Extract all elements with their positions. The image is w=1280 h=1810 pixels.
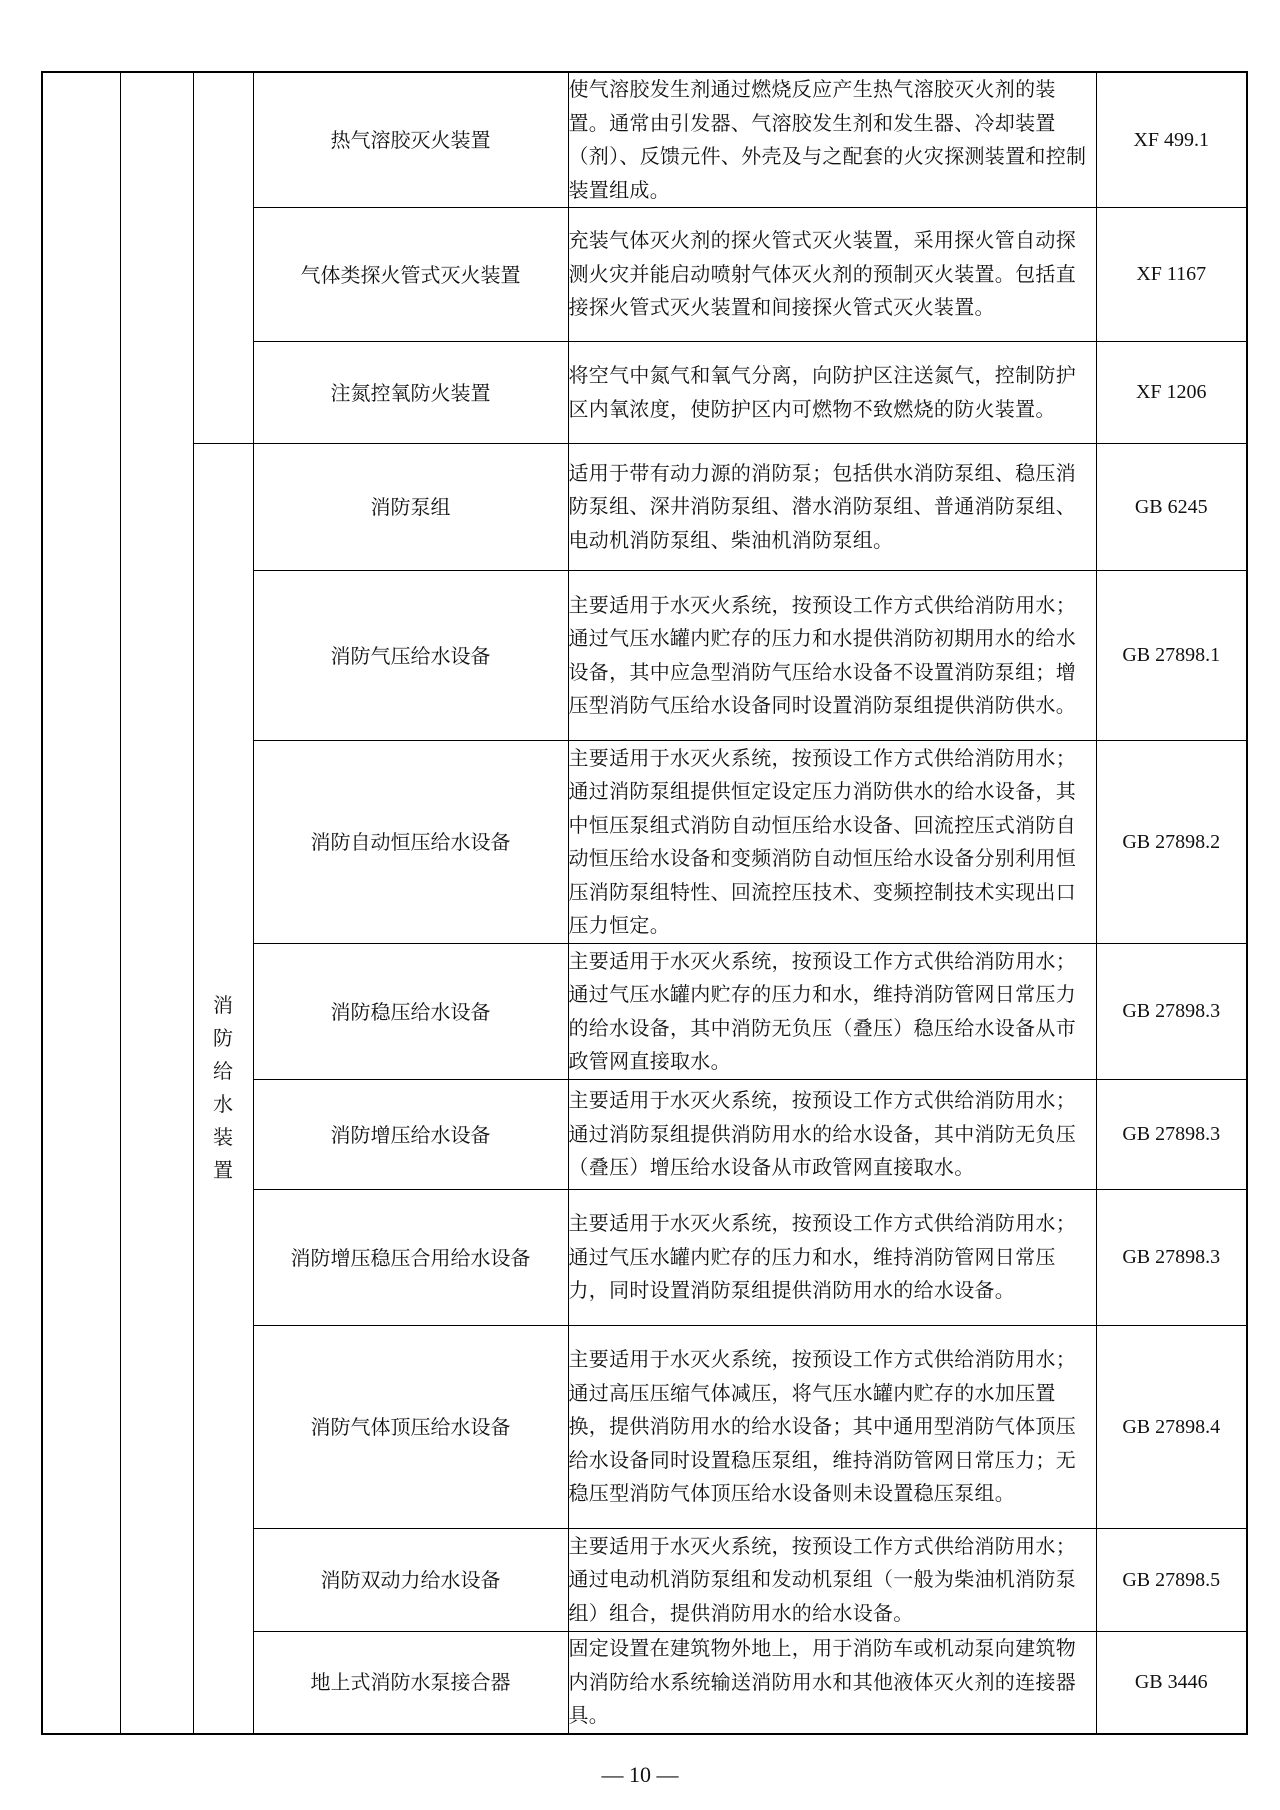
- level1-cell: [42, 72, 120, 1734]
- item-name: 地上式消防水泵接合器: [253, 1632, 568, 1734]
- item-standard: GB 27898.5: [1096, 1529, 1247, 1632]
- item-name: 消防双动力给水设备: [253, 1529, 568, 1632]
- equipment-table: [41, 71, 1248, 1735]
- item-standard: GB 6245: [1096, 444, 1247, 571]
- category-cell: [193, 444, 253, 1734]
- table-row: [42, 72, 1247, 208]
- item-description: 主要适用于水灭火系统，按预设工作方式供给消防用水；通过消防泵组提供恒定设定压力消防供水的给水设备，其中恒压泵组式消防自动恒压给水设备、回流控压式消防自动恒压给水设备和变频消防自动恒压给水设备分别利用恒压消防泵组特性、回流控压技术、变频控制技术实现出口压力恒定。: [568, 741, 1096, 944]
- item-standard: GB 27898.2: [1096, 741, 1247, 944]
- item-standard: XF 1206: [1096, 342, 1247, 444]
- item-description: 适用于带有动力源的消防泵；包括供水消防泵组、稳压消防泵组、深井消防泵组、潜水消防泵组、普通消防泵组、电动机消防泵组、柴油机消防泵组。: [568, 444, 1096, 571]
- item-name: 消防自动恒压给水设备: [253, 741, 568, 944]
- item-name: 消防增压给水设备: [253, 1080, 568, 1190]
- item-name: 注氮控氧防火装置: [253, 342, 568, 444]
- item-name: 消防气体顶压给水设备: [253, 1326, 568, 1529]
- item-standard: GB 27898.3: [1096, 1080, 1247, 1190]
- item-description: 将空气中氮气和氧气分离，向防护区注送氮气，控制防护区内氧浓度，使防护区内可燃物不致燃烧的防火装置。: [568, 342, 1096, 444]
- item-name: 热气溶胶灭火装置: [253, 72, 568, 208]
- item-description: 主要适用于水灭火系统，按预设工作方式供给消防用水；通过气压水罐内贮存的压力和水，维持消防管网日常压力的给水设备，其中消防无负压（叠压）稳压给水设备从市政管网直接取水。: [568, 944, 1096, 1080]
- item-description: 使气溶胶发生剂通过燃烧反应产生热气溶胶灭火剂的装置。通常由引发器、气溶胶发生剂和发生器、冷却装置（剂）、反馈元件、外壳及与之配套的火灾探测装置和控制装置组成。: [568, 72, 1096, 208]
- category-label: 消防给水装置: [213, 993, 233, 1183]
- item-description: 主要适用于水灭火系统，按预设工作方式供给消防用水；通过气压水罐内贮存的压力和水提供消防初期用水的给水设备，其中应急型消防气压给水设备不设置消防泵组；增压型消防气压给水设备同时设置消防泵组提供消防供水。: [568, 571, 1096, 741]
- item-standard: GB 27898.1: [1096, 571, 1247, 741]
- level2-cell: [120, 72, 193, 1734]
- item-standard: XF 499.1: [1096, 72, 1247, 208]
- item-standard: GB 3446: [1096, 1632, 1247, 1734]
- item-description: 充装气体灭火剂的探火管式灭火装置，采用探火管自动探测火灾并能启动喷射气体灭火剂的预制灭火装置。包括直接探火管式灭火装置和间接探火管式灭火装置。: [568, 208, 1096, 342]
- item-description: 主要适用于水灭火系统，按预设工作方式供给消防用水；通过电动机消防泵组和发动机泵组（一般为柴油机消防泵组）组合，提供消防用水的给水设备。: [568, 1529, 1096, 1632]
- item-standard: GB 27898.4: [1096, 1326, 1247, 1529]
- item-standard: GB 27898.3: [1096, 944, 1247, 1080]
- item-description: 主要适用于水灭火系统，按预设工作方式供给消防用水；通过气压水罐内贮存的压力和水，维持消防管网日常压力，同时设置消防泵组提供消防用水的给水设备。: [568, 1190, 1096, 1326]
- page-number: — 10 —: [601, 1762, 679, 1787]
- item-description: 固定设置在建筑物外地上，用于消防车或机动泵向建筑物内消防给水系统输送消防用水和其他液体灭火剂的连接器具。: [568, 1632, 1096, 1734]
- level3-cell-prev: [193, 72, 253, 444]
- item-name: 消防泵组: [253, 444, 568, 571]
- item-description: 主要适用于水灭火系统，按预设工作方式供给消防用水；通过消防泵组提供消防用水的给水设备，其中消防无负压（叠压）增压给水设备从市政管网直接取水。: [568, 1080, 1096, 1190]
- item-name: 消防增压稳压合用给水设备: [253, 1190, 568, 1326]
- item-name: 消防气压给水设备: [253, 571, 568, 741]
- item-description: 主要适用于水灭火系统，按预设工作方式供给消防用水；通过高压压缩气体减压，将气压水罐内贮存的水加压置换，提供消防用水的给水设备；其中通用型消防气体顶压给水设备同时设置稳压泵组，维持消防管网日常压力；无稳压型消防气体顶压给水设备则未设置稳压泵组。: [568, 1326, 1096, 1529]
- item-name: 气体类探火管式灭火装置: [253, 208, 568, 342]
- item-standard: XF 1167: [1096, 208, 1247, 342]
- item-standard: GB 27898.3: [1096, 1190, 1247, 1326]
- item-name: 消防稳压给水设备: [253, 944, 568, 1080]
- table-row: [42, 444, 1247, 571]
